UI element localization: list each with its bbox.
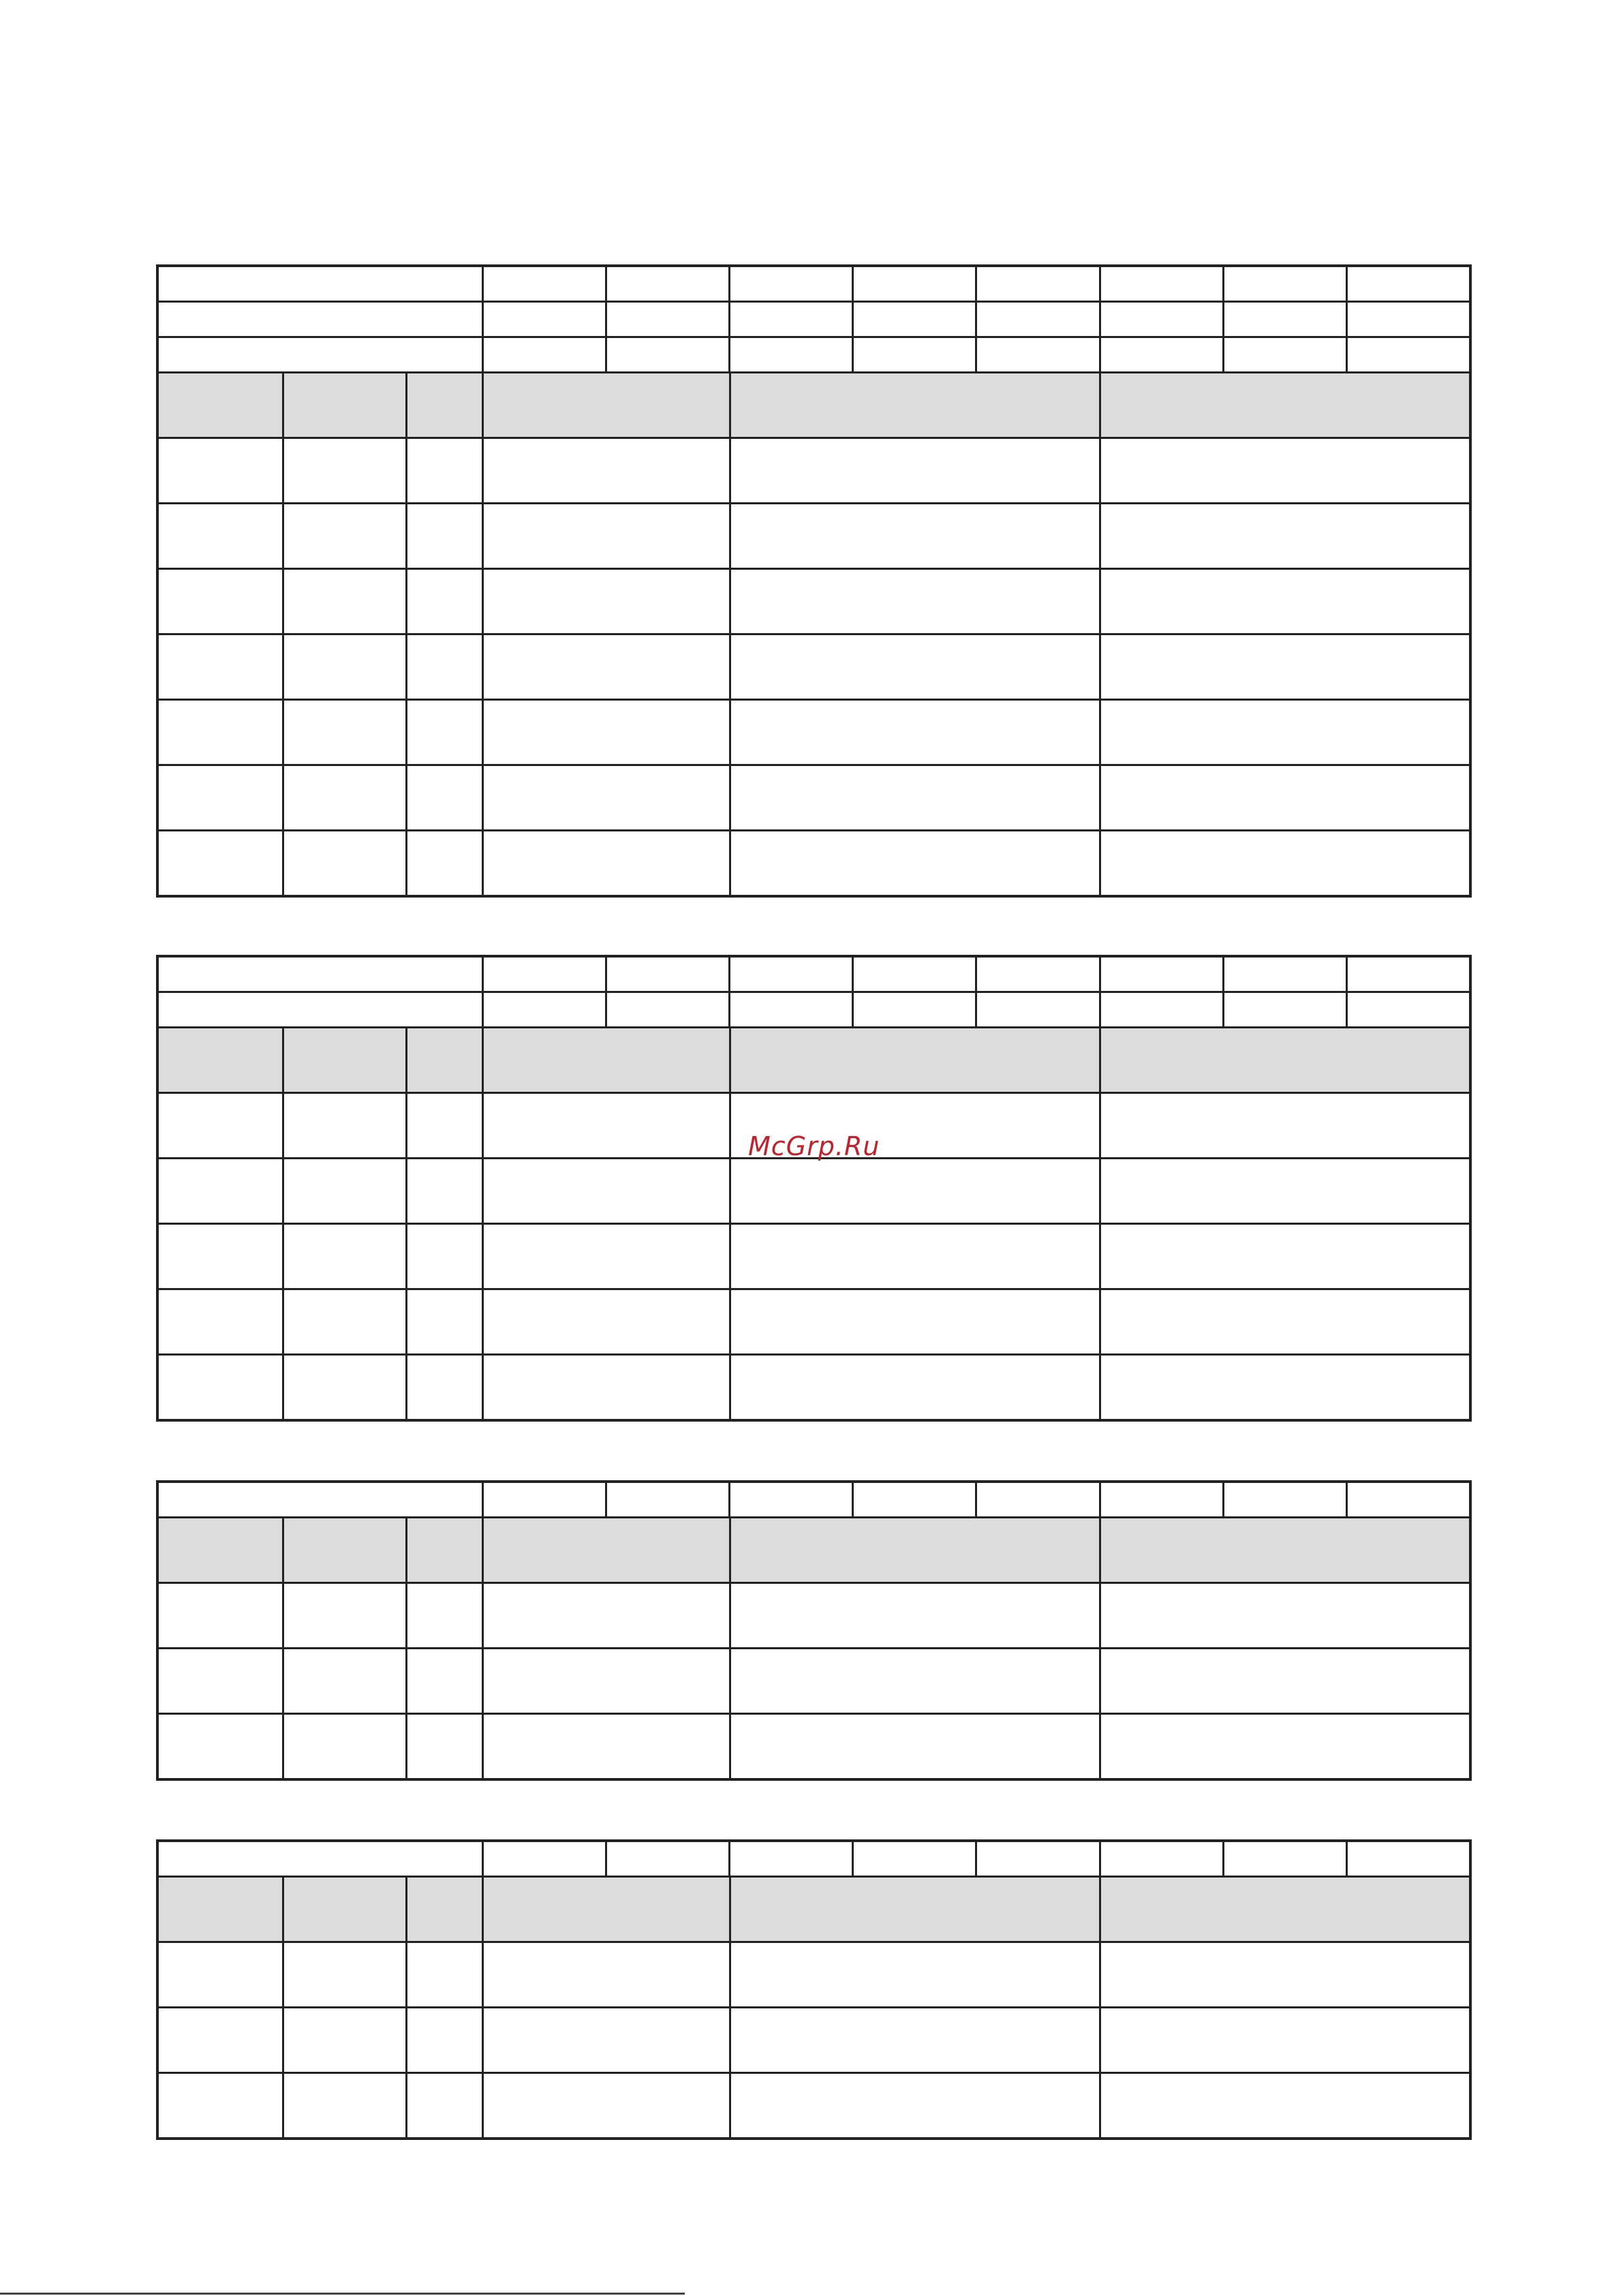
header-cell	[729, 1518, 1100, 1582]
param-cell	[975, 303, 1098, 336]
param-cell	[975, 338, 1098, 371]
table-cell	[282, 1649, 405, 1713]
param-row	[159, 1842, 1469, 1876]
table-cell	[405, 1356, 482, 1419]
header-cell	[482, 1028, 729, 1092]
param-cell	[1099, 303, 1222, 336]
table-cell	[405, 1225, 482, 1288]
table-cell	[1099, 1094, 1469, 1157]
param-label-cell	[159, 267, 482, 301]
table-cell	[729, 1159, 1100, 1223]
table-cell	[282, 1159, 405, 1223]
table-cell	[159, 1290, 282, 1353]
table-cell	[405, 1943, 482, 2006]
table-cell	[159, 2008, 282, 2072]
header-cell	[405, 1878, 482, 1941]
table-cell	[1099, 831, 1469, 895]
table-cell	[282, 570, 405, 633]
table-cell	[282, 504, 405, 568]
table-cell	[1099, 570, 1469, 633]
header-cell	[159, 1518, 282, 1582]
watermark-text: McGrp.Ru	[748, 1131, 880, 1161]
table-row	[159, 764, 1469, 829]
table-cell	[729, 504, 1100, 568]
header-row	[159, 1516, 1469, 1582]
table-cell	[159, 504, 282, 568]
table-row	[159, 2006, 1469, 2072]
table-cell	[482, 766, 729, 829]
table-cell	[405, 504, 482, 568]
param-cell	[1222, 303, 1346, 336]
table-cell	[282, 1715, 405, 1778]
param-cell	[975, 1842, 1098, 1876]
param-cell	[1346, 1842, 1469, 1876]
header-cell	[159, 373, 282, 437]
param-cell	[1099, 1842, 1222, 1876]
param-cell	[852, 338, 975, 371]
param-cell	[605, 958, 728, 991]
table-cell	[405, 701, 482, 764]
footer-rule	[0, 2293, 685, 2295]
param-cell	[728, 338, 852, 371]
param-cell	[482, 338, 605, 371]
table-cell	[405, 1649, 482, 1713]
table-cell	[1099, 1159, 1469, 1223]
param-cell	[728, 958, 852, 991]
table-cell	[482, 439, 729, 502]
table-cell	[282, 1094, 405, 1157]
table-cell	[729, 1943, 1100, 2006]
param-cell	[975, 993, 1098, 1026]
param-cell	[728, 1842, 852, 1876]
table-cell	[482, 1159, 729, 1223]
param-cell	[1222, 1483, 1346, 1516]
table-row	[159, 568, 1469, 633]
table-cell	[482, 1584, 729, 1647]
param-cell	[728, 303, 852, 336]
param-row	[159, 991, 1469, 1026]
header-row	[159, 1026, 1469, 1092]
table-cell	[282, 635, 405, 699]
table-cell	[729, 1715, 1100, 1778]
table-cell	[159, 1649, 282, 1713]
table-cell	[1099, 1943, 1469, 2006]
table-cell	[159, 1715, 282, 1778]
param-row	[159, 336, 1469, 371]
table-cell	[729, 766, 1100, 829]
table-cell	[405, 831, 482, 895]
table-cell	[1099, 1584, 1469, 1647]
table-cell	[1099, 1290, 1469, 1353]
header-cell	[282, 1518, 405, 1582]
table-cell	[482, 635, 729, 699]
table-cell	[159, 831, 282, 895]
table-cell	[482, 1943, 729, 2006]
param-cell	[852, 958, 975, 991]
header-row	[159, 371, 1469, 437]
param-cell	[482, 1842, 605, 1876]
param-cell	[975, 1483, 1098, 1516]
header-cell	[282, 373, 405, 437]
table-cell	[482, 504, 729, 568]
table-cell	[729, 1290, 1100, 1353]
table-cell	[405, 2074, 482, 2137]
param-cell	[1222, 958, 1346, 991]
param-cell	[1346, 993, 1469, 1026]
table-cell	[729, 570, 1100, 633]
param-row	[159, 958, 1469, 991]
header-cell	[1099, 1518, 1469, 1582]
table-cell	[1099, 504, 1469, 568]
param-cell	[605, 1483, 728, 1516]
param-cell	[1346, 303, 1469, 336]
header-cell	[1099, 1028, 1469, 1092]
table-cell	[159, 1159, 282, 1223]
table-cell	[282, 1584, 405, 1647]
table-cell	[282, 1356, 405, 1419]
param-row	[159, 301, 1469, 336]
table-cell	[729, 1225, 1100, 1288]
table-cell	[159, 635, 282, 699]
table-row	[159, 2072, 1469, 2137]
param-label-cell	[159, 338, 482, 371]
param-cell	[852, 1483, 975, 1516]
param-cell	[1099, 958, 1222, 991]
param-cell	[852, 303, 975, 336]
table-row	[159, 1647, 1469, 1713]
param-cell	[482, 993, 605, 1026]
table-cell	[729, 635, 1100, 699]
table-row	[159, 1157, 1469, 1223]
table-cell	[1099, 1649, 1469, 1713]
param-cell	[1346, 958, 1469, 991]
table-1	[156, 264, 1472, 898]
param-cell	[482, 1483, 605, 1516]
table-cell	[1099, 439, 1469, 502]
param-cell	[1099, 267, 1222, 301]
header-cell	[405, 373, 482, 437]
param-cell	[1099, 993, 1222, 1026]
param-label-cell	[159, 303, 482, 336]
table-row	[159, 699, 1469, 764]
table-cell	[282, 831, 405, 895]
table-cell	[282, 1943, 405, 2006]
table-4	[156, 1839, 1472, 2140]
param-cell	[605, 993, 728, 1026]
table-row	[159, 1353, 1469, 1419]
table-row	[159, 437, 1469, 502]
table-cell	[1099, 766, 1469, 829]
table-cell	[282, 2074, 405, 2137]
table-cell	[159, 1584, 282, 1647]
param-cell	[975, 267, 1098, 301]
header-row	[159, 1876, 1469, 1941]
table-cell	[405, 635, 482, 699]
param-cell	[482, 303, 605, 336]
param-cell	[975, 958, 1098, 991]
param-cell	[605, 1842, 728, 1876]
param-cell	[852, 1842, 975, 1876]
param-cell	[1346, 1483, 1469, 1516]
table-cell	[282, 1290, 405, 1353]
table-cell	[729, 1356, 1100, 1419]
table-cell	[482, 1094, 729, 1157]
table-cell	[405, 1584, 482, 1647]
header-cell	[405, 1518, 482, 1582]
table-row	[159, 1713, 1469, 1778]
table-row	[159, 1223, 1469, 1288]
table-row	[159, 1582, 1469, 1647]
table-cell	[482, 2074, 729, 2137]
table-cell	[405, 1159, 482, 1223]
table-cell	[282, 701, 405, 764]
param-cell	[1099, 338, 1222, 371]
param-cell	[1346, 338, 1469, 371]
table-cell	[405, 2008, 482, 2072]
param-label-cell	[159, 958, 482, 991]
header-cell	[282, 1028, 405, 1092]
param-label-cell	[159, 1842, 482, 1876]
table-cell	[1099, 2074, 1469, 2137]
table-2	[156, 955, 1472, 1422]
table-row	[159, 1288, 1469, 1353]
table-cell	[482, 831, 729, 895]
table-cell	[1099, 1715, 1469, 1778]
table-cell	[159, 439, 282, 502]
param-cell	[605, 338, 728, 371]
param-cell	[1222, 1842, 1346, 1876]
table-cell	[482, 570, 729, 633]
param-label-cell	[159, 1483, 482, 1516]
table-cell	[159, 701, 282, 764]
header-cell	[1099, 1878, 1469, 1941]
table-cell	[159, 570, 282, 633]
param-cell	[605, 303, 728, 336]
table-cell	[405, 1094, 482, 1157]
table-cell	[405, 439, 482, 502]
param-cell	[1099, 1483, 1222, 1516]
header-cell	[159, 1878, 282, 1941]
table-cell	[482, 701, 729, 764]
param-row	[159, 267, 1469, 301]
table-cell	[1099, 2008, 1469, 2072]
param-cell	[1346, 267, 1469, 301]
table-cell	[1099, 1225, 1469, 1288]
header-cell	[482, 1518, 729, 1582]
table-cell	[482, 1356, 729, 1419]
table-cell	[159, 1943, 282, 2006]
table-cell	[159, 1094, 282, 1157]
param-label-cell	[159, 993, 482, 1026]
table-cell	[405, 1715, 482, 1778]
header-cell	[729, 373, 1100, 437]
table-cell	[729, 2074, 1100, 2137]
param-cell	[1222, 338, 1346, 371]
table-cell	[282, 2008, 405, 2072]
table-row	[159, 1941, 1469, 2006]
header-cell	[159, 1028, 282, 1092]
table-cell	[282, 766, 405, 829]
header-cell	[405, 1028, 482, 1092]
param-cell	[852, 267, 975, 301]
param-row	[159, 1483, 1469, 1516]
header-cell	[282, 1878, 405, 1941]
table-cell	[729, 439, 1100, 502]
param-cell	[482, 958, 605, 991]
header-cell	[729, 1878, 1100, 1941]
table-cell	[159, 1356, 282, 1419]
header-cell	[482, 1878, 729, 1941]
table-row	[159, 633, 1469, 699]
header-cell	[729, 1028, 1100, 1092]
table-cell	[159, 1225, 282, 1288]
param-cell	[728, 1483, 852, 1516]
table-3	[156, 1480, 1472, 1781]
table-cell	[159, 2074, 282, 2137]
param-cell	[482, 267, 605, 301]
table-cell	[482, 1649, 729, 1713]
param-cell	[728, 267, 852, 301]
table-cell	[405, 1290, 482, 1353]
table-cell	[729, 831, 1100, 895]
table-cell	[1099, 701, 1469, 764]
table-cell	[482, 2008, 729, 2072]
table-cell	[482, 1290, 729, 1353]
table-cell	[1099, 1356, 1469, 1419]
table-cell	[282, 439, 405, 502]
table-cell	[482, 1225, 729, 1288]
header-cell	[482, 373, 729, 437]
table-cell	[729, 2008, 1100, 2072]
table-cell	[1099, 635, 1469, 699]
param-cell	[852, 993, 975, 1026]
table-row	[159, 829, 1469, 895]
table-cell	[729, 1584, 1100, 1647]
param-cell	[1222, 993, 1346, 1026]
table-cell	[482, 1715, 729, 1778]
param-cell	[728, 993, 852, 1026]
param-cell	[605, 267, 728, 301]
table-cell	[159, 766, 282, 829]
param-cell	[1222, 267, 1346, 301]
table-cell	[405, 766, 482, 829]
header-cell	[1099, 373, 1469, 437]
table-cell	[729, 1649, 1100, 1713]
table-cell	[729, 701, 1100, 764]
table-row	[159, 502, 1469, 568]
table-cell	[405, 570, 482, 633]
table-cell	[282, 1225, 405, 1288]
